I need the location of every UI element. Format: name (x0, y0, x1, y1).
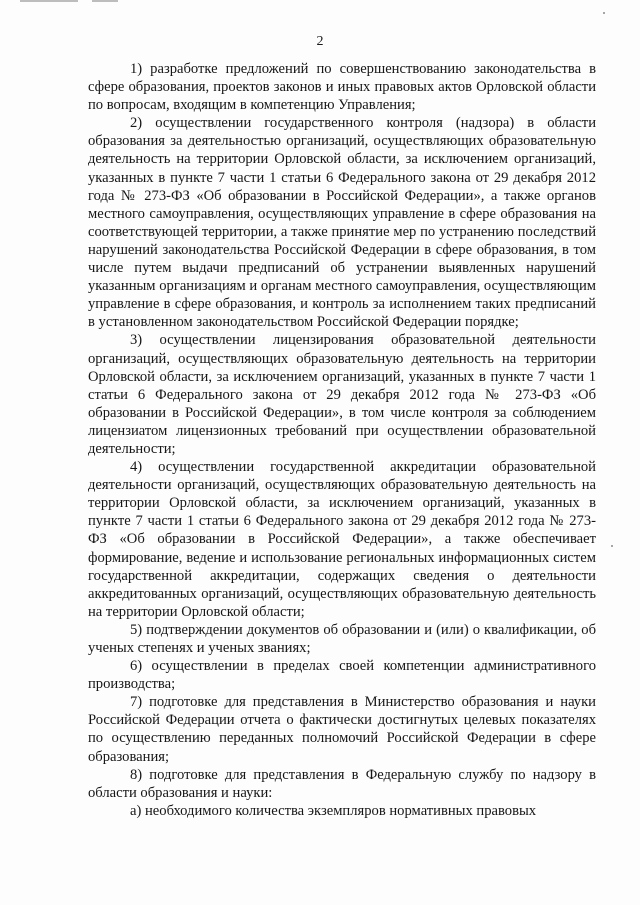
document-body (88, 60, 596, 820)
paragraph-item-6: 6) осуществлении в пределах своей компетенции административного производства; (88, 658, 596, 693)
paragraph-item-5: 5) подтверждении документов об образовании и (или) о квалификации, об ученых степенях и ученых званиях; (88, 621, 596, 656)
paragraph-item-8a: а) необходимого количества экземпляров нормативных правовых (130, 802, 537, 819)
scan-edge-mark (20, 0, 78, 2)
paragraph-item-8: 8) подготовке для представления в Федеральную службу по надзору в области образования и науки: (88, 766, 596, 801)
paragraph-item-1: 1) разработке предложений по совершенствованию законодательства в сфере образования, проектов законов и иных правовых актов Орловской области по вопросам, входящим в компетенцию Управления; (88, 61, 596, 114)
scan-edge-mark (92, 0, 118, 2)
page-number: 2 (316, 34, 324, 49)
paragraph-item-7: 7) подготовке для представления в Министерство образования и науки Российской Федерации отчета о фактически достигнутых целевых показателях по осуществлению переданных полномочий Российской Федерации в сфере образования; (88, 694, 596, 765)
scan-speck (603, 12, 605, 14)
paragraph-item-2: 2) осуществлении государственного контроля (надзора) в области образования за деятельностью организаций, осуществляющих образовательную деятельность на территории Орловской области, за исключением организаций, указанных в пункте 7 части 1 статьи 6 Федерального закона от 29 декабря 2012 года № 273-ФЗ «Об образовании в Российской Федерации», а также органов местного самоуправления, осуществляющих управление в сфере образования на соответствующей территории, а также принятие мер по устранению последствий нарушений законодательства Российской Федерации в сфере образования, в том числе путем выдачи предписаний об устранении выявленных нарушений указанным организациям и органам местного самоуправления, осуществляющим управление в сфере образования, и контроль за исполнением таких предписаний в установленном законодательством Российской Федерации порядке; (88, 115, 596, 331)
paragraph-item-4: 4) осуществлении государственной аккредитации образовательной деятельности организаций, осуществляющих образовательную деятельность на территории Орловской области, за исключением организаций, указанных в пункте 7 части 1 статьи 6 Федерального закона от 29 декабря 2012 года № 273-ФЗ «Об образовании в Российской Федерации», а также обеспечивает формирование, ведение и использование региональных информационных систем государственной аккредитации, содержащих сведения о деятельности аккредитованных организаций, осуществляющих образовательную деятельность на территории Орловской области; (88, 459, 596, 620)
scan-speck (611, 545, 613, 547)
paragraph-item-3: 3) осуществлении лицензирования образовательной деятельности организаций, осуществляющих образовательную деятельность на территории Орловской области, за исключением организаций, указанных в пункте 7 части 1 статьи 6 Федерального закона от 29 декабря 2012 года № 273-ФЗ «Об образовании в Российской Федерации», в том числе контроля за соблюдением лицензиатом лицензионных требований при осуществлении образовательной деятельности; (88, 332, 596, 457)
